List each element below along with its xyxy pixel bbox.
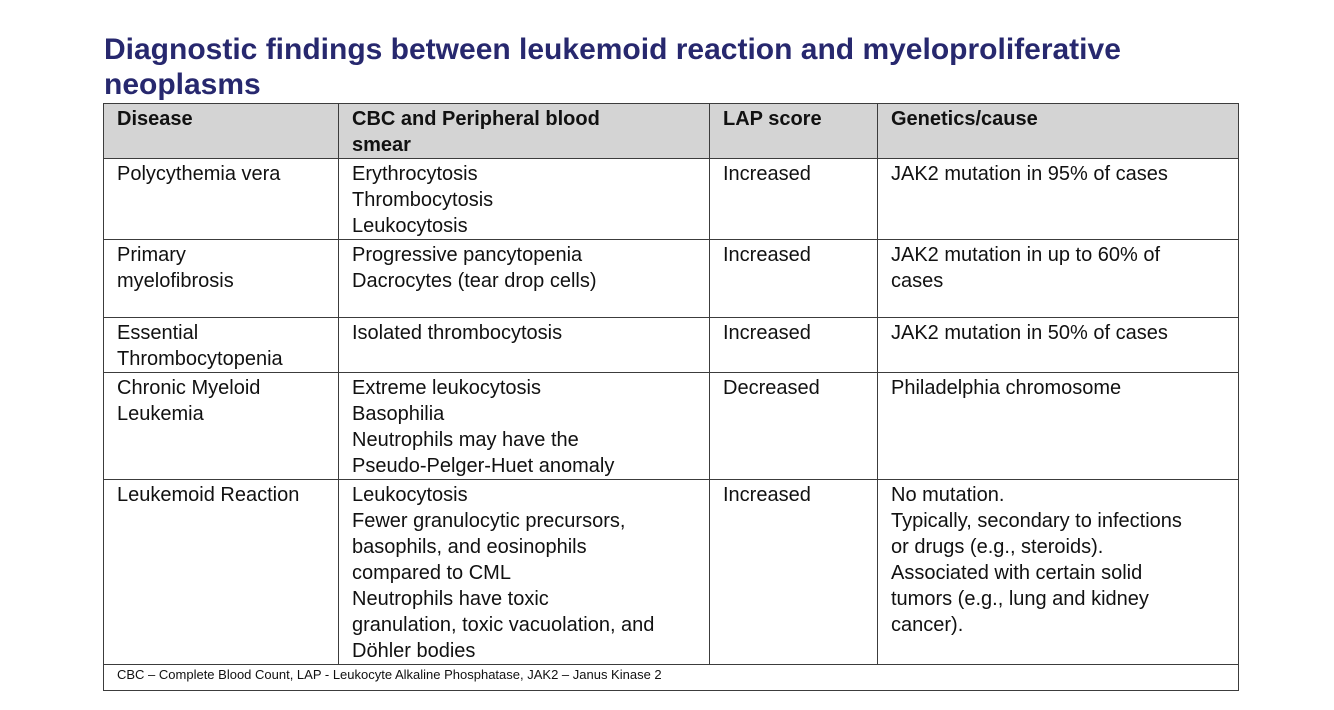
disease-line: Primary — [117, 244, 186, 266]
disease-line: Essential — [117, 322, 199, 344]
cbc-line: Erythrocytosis — [352, 163, 478, 185]
cbc-line: Progressive pancytopenia — [352, 244, 583, 266]
cbc-cell — [339, 373, 710, 480]
cbc-cell — [339, 480, 710, 665]
table-row — [104, 480, 1239, 665]
genetics-line: Philadelphia chromosome — [891, 377, 1122, 399]
cbc-line: Pseudo-Pelger-Huet anomaly — [352, 455, 615, 477]
disease-cell — [104, 480, 339, 665]
table-body — [104, 159, 1239, 665]
genetics-line: JAK2 mutation in 50% of cases — [891, 322, 1168, 344]
genetics-line: JAK2 mutation in up to 60% of — [891, 244, 1161, 266]
genetics-line: tumors (e.g., lung and kidney — [891, 588, 1149, 610]
cbc-line: compared to CML — [352, 562, 511, 584]
genetics-cell — [878, 480, 1239, 665]
genetics-cell — [878, 159, 1239, 240]
cbc-line: Isolated thrombocytosis — [352, 322, 563, 344]
cbc-line: Thrombocytosis — [352, 189, 494, 211]
cbc-cell — [339, 318, 710, 373]
disease-cell — [104, 159, 339, 240]
cbc-cell — [339, 159, 710, 240]
header-lap-score: LAP score — [710, 104, 878, 159]
lap-score-cell: Increased — [710, 318, 878, 373]
lap-score-cell: Increased — [710, 240, 878, 318]
genetics-cell — [878, 318, 1239, 373]
table-row — [104, 159, 1239, 240]
cbc-cell — [339, 240, 710, 318]
genetics-line: Associated with certain solid — [891, 562, 1143, 584]
genetics-cell — [878, 373, 1239, 480]
genetics-line: cancer). — [891, 614, 964, 636]
lap-score-cell: Increased — [710, 480, 878, 665]
table-header-row — [104, 104, 1239, 159]
cbc-line: Fewer granulocytic precursors, — [352, 510, 626, 532]
disease-line: Leukemia — [117, 403, 204, 425]
disease-cell — [104, 318, 339, 373]
page-title: Diagnostic findings between leukemoid reaction and myeloproliferative neoplasms — [104, 33, 1121, 101]
lap-score-cell: Increased — [710, 159, 878, 240]
cbc-line: Leukocytosis — [352, 215, 468, 237]
genetics-line: JAK2 mutation in 95% of cases — [891, 163, 1168, 185]
genetics-line: Typically, secondary to infections — [891, 510, 1182, 532]
disease-cell — [104, 373, 339, 480]
lap-score-cell: Decreased — [710, 373, 878, 480]
disease-line: myelofibrosis — [117, 270, 234, 292]
table-row — [104, 373, 1239, 480]
disease-line: Leukemoid Reaction — [117, 484, 300, 506]
footnote-row — [104, 665, 1239, 691]
disease-line: Polycythemia vera — [117, 163, 281, 185]
diagnostic-findings-table — [103, 103, 1239, 691]
genetics-cell — [878, 240, 1239, 318]
cbc-line: basophils, and eosinophils — [352, 536, 587, 558]
cbc-line: Neutrophils may have the — [352, 429, 579, 451]
disease-line: Chronic Myeloid — [117, 377, 261, 399]
genetics-line: cases — [891, 270, 944, 292]
genetics-line: No mutation. — [891, 484, 1005, 506]
header-disease: Disease — [104, 104, 339, 159]
table-row — [104, 240, 1239, 318]
cbc-line: Basophilia — [352, 403, 445, 425]
genetics-line: or drugs (e.g., steroids). — [891, 536, 1104, 558]
header-cbc: CBC and Peripheral blood smear — [339, 104, 710, 159]
disease-line: Thrombocytopenia — [117, 348, 283, 370]
cbc-line: granulation, toxic vacuolation, and — [352, 614, 655, 636]
cbc-line: Dacrocytes (tear drop cells) — [352, 270, 597, 292]
cbc-line: Leukocytosis — [352, 484, 468, 506]
cbc-line: Döhler bodies — [352, 640, 476, 662]
table-row — [104, 318, 1239, 373]
header-genetics: Genetics/cause — [878, 104, 1239, 159]
cbc-line: Extreme leukocytosis — [352, 377, 541, 399]
disease-cell — [104, 240, 339, 318]
footnote: CBC – Complete Blood Count, LAP - Leukocyte Alkaline Phosphatase, JAK2 – Janus Kinase 2 — [104, 665, 1239, 691]
cbc-line: Neutrophils have toxic — [352, 588, 549, 610]
